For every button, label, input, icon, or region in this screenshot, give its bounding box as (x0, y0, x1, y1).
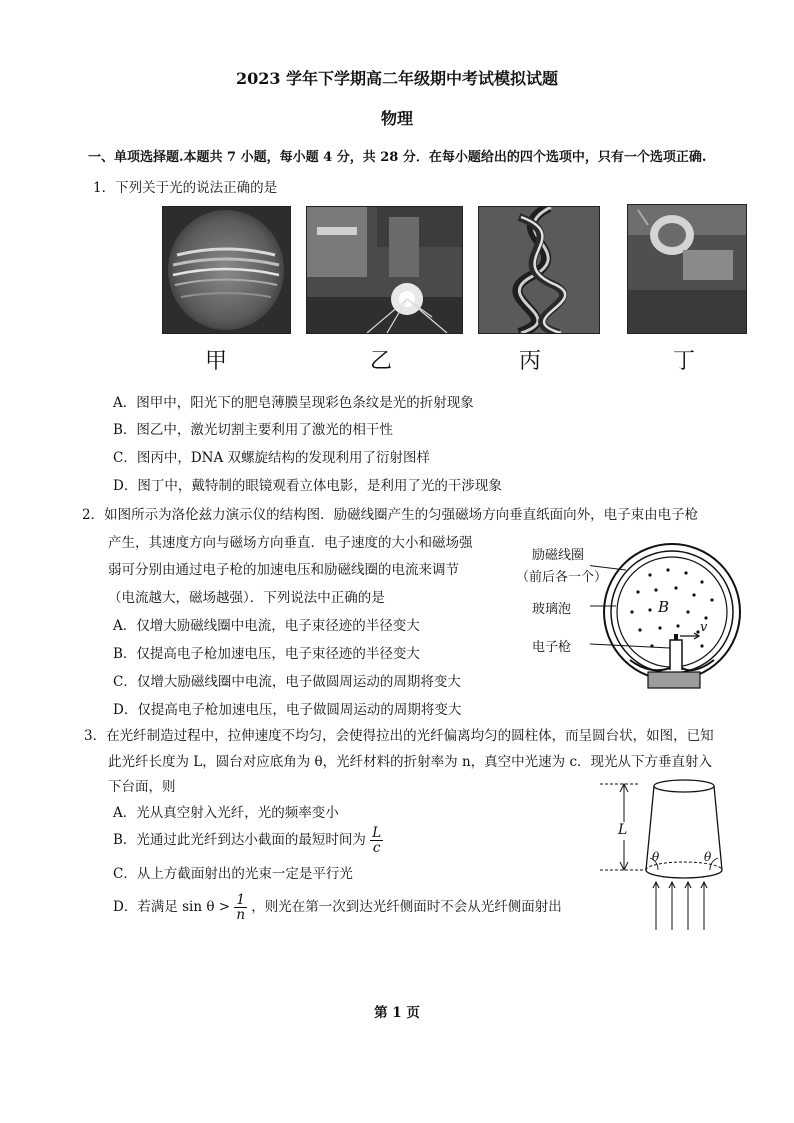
q1-option-c: C．图丙中，DNA 双螺旋结构的发现利用了衍射图样 (113, 450, 431, 466)
caption-bing: 丙 (518, 349, 541, 374)
optical-fiber-diagram (600, 778, 740, 938)
fraction-denominator: n (236, 907, 246, 923)
section-heading: 一、单项选择题.本题共 7 小题，每小题 4 分，共 28 分．在每小题给出的四个选项中，只有一个选项正确. (88, 150, 707, 165)
q2-line-3: 弱可分别由通过电子枪的加速电压和励磁线圈的电流来调节 (108, 562, 459, 578)
velocity-symbol: v (700, 620, 708, 635)
coil-label: 励磁线圈 (532, 548, 585, 563)
field-symbol: B (658, 598, 670, 616)
q2-line-2: 产生，其速度方向与磁场方向垂直．电子速度的大小和磁场强 (108, 535, 473, 551)
fraction-numerator: 1 (236, 892, 245, 908)
fraction-denominator: c (372, 840, 381, 856)
q3-option-a: A．光从真空射入光纤，光的频率变小 (113, 805, 339, 821)
q3-option-b (113, 826, 383, 855)
q3-option-b-text: B．光通过此光纤到达小截面的最短时间为 (113, 832, 366, 848)
q2-option-d: D．仅提高电子枪加速电压，电子做圆周运动的周期将变大 (113, 702, 462, 718)
q2-option-b: B．仅提高电子枪加速电压，电子束径迹的半径变大 (113, 646, 420, 662)
q1-stem: 1．下列关于光的说法正确的是 (93, 180, 278, 196)
q2-line-4: （电流越大，磁场越强）．下列说法中正确的是 (108, 590, 385, 606)
coil-label-note: （前后各一个） (516, 570, 608, 585)
caption-jia: 甲 (204, 349, 227, 374)
q2-line-1: 2．如图所示为洛伦兹力演示仪的结构图．励磁线圈产生的匀强磁场方向垂直纸面向外，电子束由电子枪 (82, 507, 699, 523)
q3-option-b-fraction (370, 826, 383, 855)
q2-option-c: C．仅增大励磁线圈中电流，电子做圆周运动的周期将变大 (113, 674, 461, 690)
page-number: 第 1 页 (374, 1005, 420, 1021)
photo-jia (162, 206, 291, 334)
photo-bing (478, 206, 600, 334)
q3-line-2: 此光纤长度为 L，圆台对应底角为 θ，光纤材料的折射率为 n，真空中光速为 c．现光从下方垂直射入 (108, 754, 713, 770)
photo-yi (306, 206, 463, 334)
q3-line-3: 下台面，则 (108, 779, 176, 795)
q1-option-a: A．图甲中，阳光下的肥皂薄膜呈现彩色条纹是光的折射现象 (113, 395, 474, 411)
subject-title: 物理 (380, 109, 413, 128)
bulb-label: 玻璃泡 (532, 602, 572, 617)
q1-option-d: D．图丁中，戴特制的眼镜观看立体电影，是利用了光的干涉现象 (113, 478, 502, 494)
q3-option-d-text: D．若满足 sin θ > (113, 899, 231, 915)
q3-option-d-suffix: ，则光在第一次到达光纤侧面时不会从光纤侧面射出 (251, 899, 562, 915)
gun-label: 电子枪 (532, 640, 572, 655)
lorentz-apparatus-diagram (590, 540, 750, 690)
q3-option-c: C．从上方截面射出的光束一定是平行光 (113, 866, 353, 882)
caption-yi: 乙 (369, 349, 392, 374)
angle-symbol-right: θ (704, 850, 712, 864)
q3-line-1: 3．在光纤制造过程中，拉伸速度不均匀，会使得拉出的光纤偏离均匀的圆柱体，而呈圆台状，如图，已知 (84, 728, 714, 744)
fraction-numerator: L (372, 825, 382, 841)
angle-symbol-left: θ (652, 850, 660, 864)
photo-ding (627, 204, 747, 334)
q3-option-d (113, 893, 562, 922)
exam-title: 2023 学年下学期高二年级期中考试模拟试题 (235, 69, 559, 88)
caption-ding: 丁 (672, 349, 695, 374)
length-symbol: L (618, 822, 628, 838)
q3-option-d-fraction (234, 893, 247, 922)
q2-option-a: A．仅增大励磁线圈中电流，电子束径迹的半径变大 (113, 618, 420, 634)
q1-option-b: B．图乙中，激光切割主要利用了激光的相干性 (113, 422, 393, 438)
